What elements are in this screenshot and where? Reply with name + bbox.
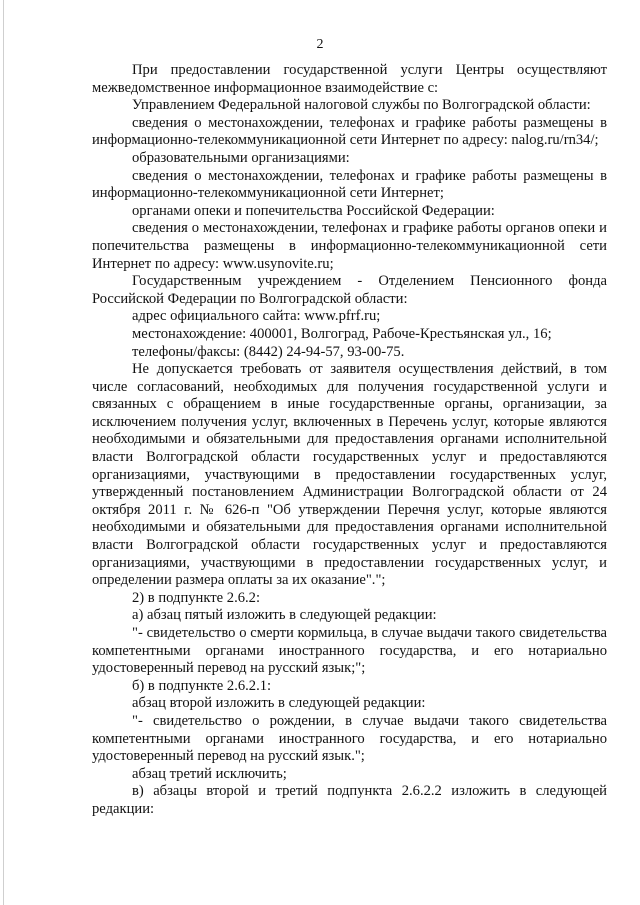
paragraph-item-2: 2) в подпункте 2.6.2: (132, 589, 261, 606)
paragraph-second-abzac: абзац второй изложить в следующей редакции: (132, 695, 426, 712)
paragraph-restrictions: Не допускается требовать от заявителя осуществления действий, в том числе согласований, необходимых для получения государственной услуги и связанных с обращением в иные государственные органы, организации, за исключением получения услуг, включенных в Перечень услуг, которые являются необходимыми и обязательными для предоставления органами исполнительной власти Волгоградской области государственных услуг и предоставляются организациями, участвующими в предоставлении государственных услуг, утвержденный постановлением Администрации Волгоградской области от 24 октября 2011 г. № 626-п "Об утверждении Перечня услуг, которые являются необходимыми и обязательными для предоставления органами исполнительной власти Волгоградской области государственных услуг и предоставляются организациями, участвующими в предоставлении государственных услуг, и определении размера оплаты за их оказание"."; (92, 361, 607, 589)
paragraph-education-orgs: образовательными организациями: (132, 149, 350, 166)
paragraph-pension-phones: телефоны/факсы: (8442) 24-94-57, 93-00-75. (132, 343, 405, 360)
paragraph-education-orgs-info: сведения о местонахождении, телефонах и графике работы размещены в информационно-телекоммуникационной сети Интернет; (92, 167, 607, 202)
paragraph-intro: При предоставлении государственной услуги Центры осуществляют межведомственное информационное взаимодействие с: (92, 62, 607, 96)
paragraph-item-b: б) в подпункте 2.6.2.1: (132, 677, 272, 694)
paragraph-item-v: в) абзацы второй и третий подпункта 2.6.2.2 изложить в следующей редакции: (92, 783, 607, 817)
paragraph-pension-site: адрес официального сайта: www.pfrf.ru; (132, 308, 381, 325)
paragraph-tax-service: Управлением Федеральной налоговой службы по Волгоградской области: (132, 97, 591, 114)
page-number: 2 (316, 37, 324, 52)
paragraph-birth-certificate: "- свидетельство о рождении, в случае выдачи такого свидетельства компетентными органами иностранного государства, и его нотариально удостоверенный перевод на русский язык."; (92, 712, 607, 765)
paragraph-guardianship: органами опеки и попечительства Российской Федерации: (132, 202, 495, 219)
scan-edge-line (3, 0, 4, 905)
paragraph-item-a: а) абзац пятый изложить в следующей редакции: (132, 607, 437, 624)
paragraph-third-excluded: абзац третий исключить; (132, 765, 287, 782)
paragraph-tax-service-info: сведения о местонахождении, телефонах и графике работы размещены в информационно-телекоммуникационной сети Интернет по адресу: nalog.ru/rn34/; (92, 114, 607, 149)
paragraph-pension-fund: Государственным учреждением - Отделением Пенсионного фонда Российской Федерации по Волгоградской области: (92, 273, 607, 307)
paragraph-death-certificate: "- свидетельство о смерти кормильца, в случае выдачи такого свидетельства компетентными органами иностранного государства, и его нотариально удостоверенный перевод на русский язык;"; (92, 625, 607, 677)
paragraph-pension-address: местонахождение: 400001, Волгоград, Рабоче-Крестьянская ул., 16; (132, 325, 552, 342)
paragraph-guardianship-info: сведения о местонахождении, телефонах и графике работы органов опеки и попечительства размещены в информационно-телекоммуникационной сети Интернет по адресу: www.usynovite.ru; (92, 220, 607, 272)
document-body (92, 62, 607, 819)
